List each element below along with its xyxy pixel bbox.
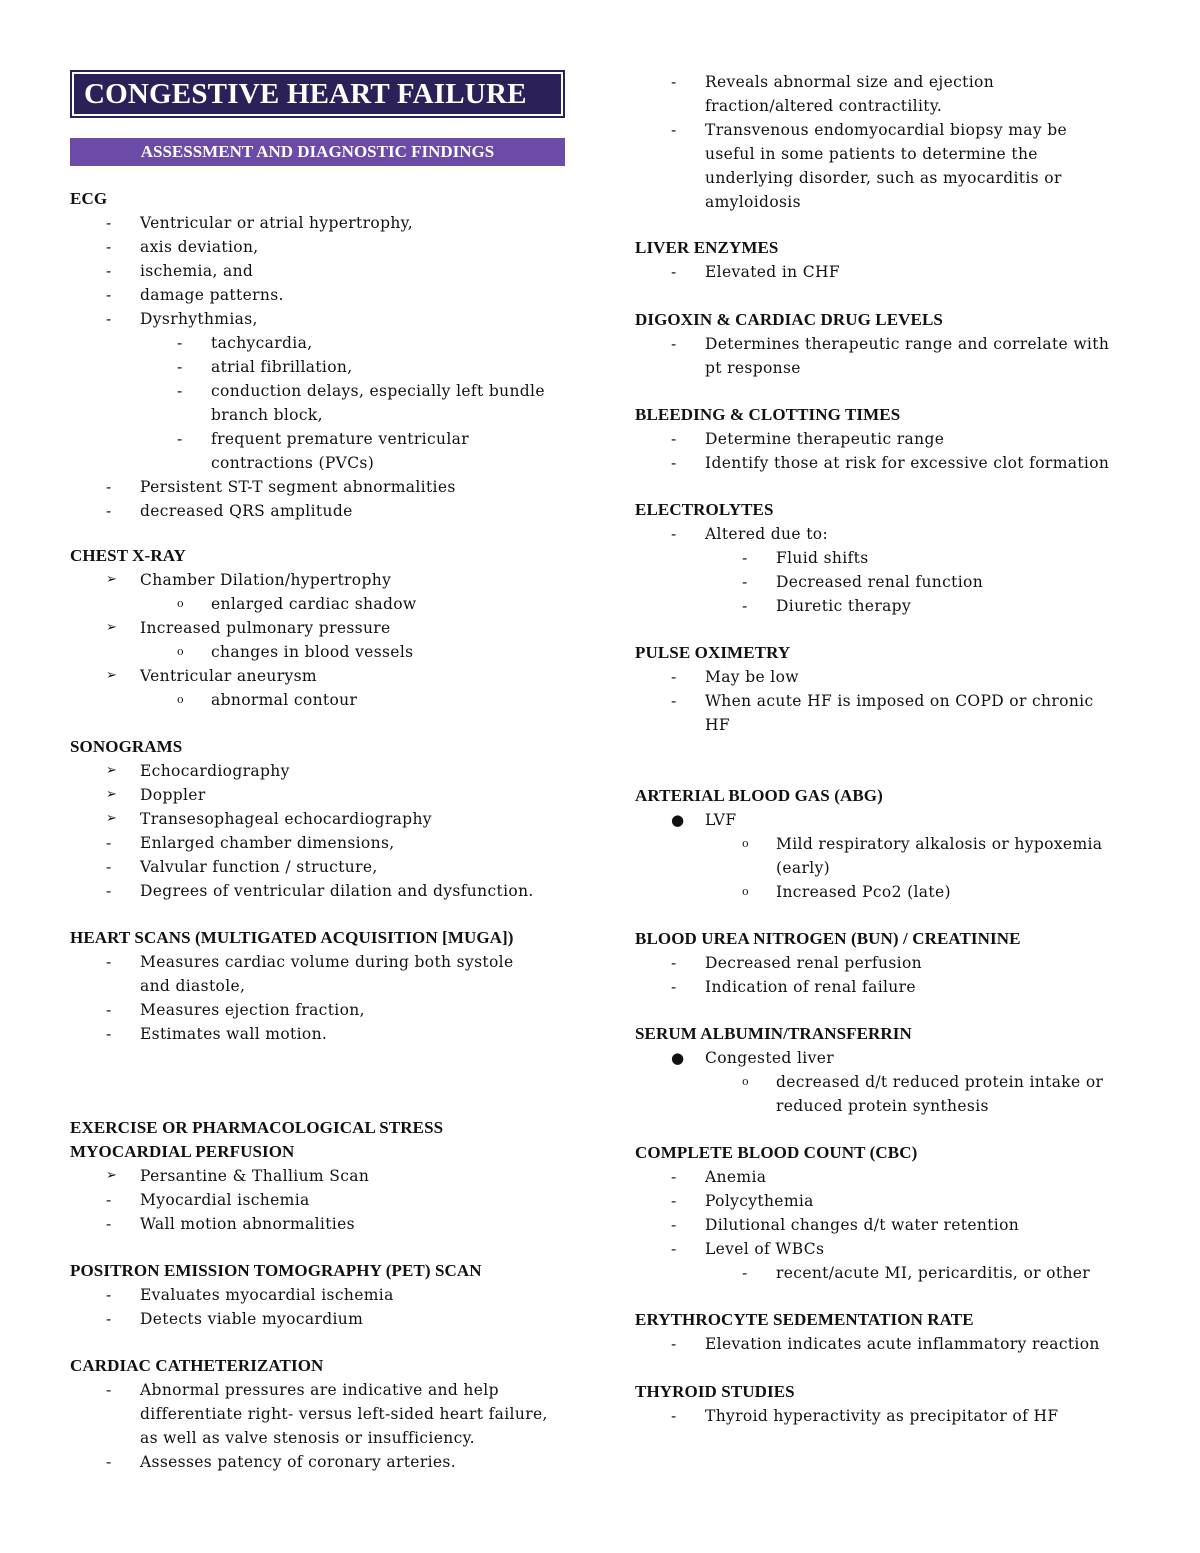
list-item: - Level of WBCs xyxy=(671,1240,825,1258)
section-heading: CARDIAC CATHETERIZATION xyxy=(70,1356,324,1375)
section-heading: DIGOXIN & CARDIAC DRUG LEVELS xyxy=(635,310,943,329)
abg-section xyxy=(635,784,1102,904)
list-item: - Elevated in CHF xyxy=(671,263,840,281)
section-heading: EXERCISE OR PHARMACOLOGICAL STRESS xyxy=(70,1118,444,1137)
section-banner: ASSESSMENT AND DIAGNOSTIC FINDINGS xyxy=(70,138,565,166)
sonograms-section xyxy=(70,735,534,903)
list-item: - Determines therapeutic range and correlate with xyxy=(671,335,1110,353)
list-item: - Decreased renal perfusion xyxy=(671,954,922,972)
list-item: - axis deviation, xyxy=(106,238,259,256)
list-item: - tachycardia, xyxy=(177,334,313,352)
list-item: - Wall motion abnormalities xyxy=(106,1215,355,1233)
thyroid-section xyxy=(635,1380,1058,1428)
list-item-continued: HF xyxy=(705,716,730,734)
heart-scans-section xyxy=(70,926,514,1046)
pet-scan-section xyxy=(70,1259,482,1331)
list-item: o changes in blood vessels xyxy=(70,640,417,664)
list-item: - Degrees of ventricular dilation and dysfunction. xyxy=(106,882,534,900)
ring-bullet-icon: o xyxy=(177,693,184,706)
list-item: ➢ Chamber Dilation/hypertrophy xyxy=(70,568,417,592)
section-heading: SERUM ALBUMIN/TRANSFERRIN xyxy=(635,1024,912,1043)
section-heading: ERYTHROCYTE SEDEMENTATION RATE xyxy=(635,1310,974,1329)
list-item: o abnormal contour xyxy=(70,688,417,712)
esr-section xyxy=(635,1308,1100,1356)
section-heading: HEART SCANS (MULTIGATED ACQUISITION [MUGA]) xyxy=(70,928,514,947)
section-heading: POSITRON EMISSION TOMOGRAPHY (PET) SCAN xyxy=(70,1261,482,1280)
section-heading: BLOOD UREA NITROGEN (BUN) / CREATININE xyxy=(635,929,1021,948)
list-item: - Estimates wall motion. xyxy=(106,1025,328,1043)
section-heading: BLEEDING & CLOTTING TIMES xyxy=(635,405,901,424)
list-item: - Myocardial ischemia xyxy=(106,1191,310,1209)
pulse-oximetry-section xyxy=(635,641,1094,737)
list-item: ● LVF xyxy=(635,808,1102,832)
list-item: - Altered due to: xyxy=(671,525,829,543)
serum-albumin-section xyxy=(635,1022,1103,1118)
list-item: ➢ Increased pulmonary pressure xyxy=(70,616,417,640)
list-item: - Thyroid hyperactivity as precipitator of HF xyxy=(671,1407,1059,1425)
list-item: - Ventricular or atrial hypertrophy, xyxy=(106,214,413,232)
list-item: - Fluid shifts xyxy=(742,549,869,567)
list-item: - recent/acute MI, pericarditis, or other xyxy=(742,1264,1091,1282)
arrow-bullet-icon: ➢ xyxy=(106,620,118,635)
liver-enzymes-section xyxy=(635,236,840,284)
list-item: ➢ Persantine & Thallium Scan xyxy=(70,1164,443,1188)
list-item: - When acute HF is imposed on COPD or chronic xyxy=(671,692,1094,710)
list-item: - Detects viable myocardium xyxy=(106,1310,364,1328)
section-heading-line2: MYOCARDIAL PERFUSION xyxy=(70,1142,295,1161)
list-item: - conduction delays, especially left bundle xyxy=(177,382,545,400)
list-item: o Increased Pco2 (late) xyxy=(635,880,1102,904)
section-heading: SONOGRAMS xyxy=(70,737,183,756)
list-item: - Polycythemia xyxy=(671,1192,814,1210)
catheterization-continued xyxy=(635,70,1067,214)
list-item: - frequent premature ventricular xyxy=(177,430,469,448)
list-item: - Assesses patency of coronary arteries. xyxy=(106,1453,456,1471)
bleeding-clotting-section xyxy=(635,403,1109,475)
ring-bullet-icon: o xyxy=(742,1075,749,1088)
cardiac-catheterization-section xyxy=(70,1354,548,1474)
ring-bullet-icon: o xyxy=(742,885,749,898)
list-item: - Reveals abnormal size and ejection xyxy=(671,73,995,91)
list-item: - damage patterns. xyxy=(106,286,284,304)
list-item: - Determine therapeutic range xyxy=(671,430,945,448)
list-item: ➢ Doppler xyxy=(70,783,534,807)
section-heading: THYROID STUDIES xyxy=(635,1382,795,1401)
ring-bullet-icon: o xyxy=(742,837,749,850)
list-item: ➢ Ventricular aneurysm xyxy=(70,664,417,688)
section-heading: PULSE OXIMETRY xyxy=(635,643,791,662)
list-item: - Evaluates myocardial ischemia xyxy=(106,1286,394,1304)
list-item: - Measures ejection fraction, xyxy=(106,1001,365,1019)
arrow-bullet-icon: ➢ xyxy=(106,763,118,778)
list-item: ➢ Transesophageal echocardiography xyxy=(70,807,534,831)
section-heading: ARTERIAL BLOOD GAS (ABG) xyxy=(635,786,883,805)
ecg-section xyxy=(70,187,545,523)
list-item: - atrial fibrillation, xyxy=(177,358,353,376)
list-item: - decreased QRS amplitude xyxy=(106,502,353,520)
list-item: - Valvular function / structure, xyxy=(106,858,378,876)
section-heading: CHEST X-RAY xyxy=(70,546,186,565)
document-title: CONGESTIVE HEART FAILURE xyxy=(70,70,565,118)
list-item: - May be low xyxy=(671,668,799,686)
list-item-continued: contractions (PVCs) xyxy=(211,454,375,472)
dot-bullet-icon: ● xyxy=(671,1049,685,1067)
list-item: - Dysrhythmias, xyxy=(106,310,258,328)
list-item: - Dilutional changes d/t water retention xyxy=(671,1216,1020,1234)
list-item: - Diuretic therapy xyxy=(742,597,912,615)
section-heading: ELECTROLYTES xyxy=(635,500,774,519)
list-item-continued: reduced protein synthesis xyxy=(776,1097,989,1115)
list-item: - Decreased renal function xyxy=(742,573,984,591)
arrow-bullet-icon: ➢ xyxy=(106,1168,118,1183)
arrow-bullet-icon: ➢ xyxy=(106,572,118,587)
bun-creatinine-section xyxy=(635,927,1021,999)
dot-bullet-icon: ● xyxy=(671,811,685,829)
list-item: - Abnormal pressures are indicative and help xyxy=(106,1381,499,1399)
list-item: - Elevation indicates acute inflammatory reaction xyxy=(671,1335,1100,1353)
list-item: - Persistent ST-T segment abnormalities xyxy=(106,478,456,496)
list-item-continued: (early) xyxy=(776,859,831,877)
section-heading: COMPLETE BLOOD COUNT (CBC) xyxy=(635,1143,918,1162)
list-item-continued: as well as valve stenosis or insufficiency. xyxy=(140,1429,475,1447)
section-heading: LIVER ENZYMES xyxy=(635,238,779,257)
list-item-continued: useful in some patients to determine the xyxy=(705,145,1038,163)
list-item-continued: and diastole, xyxy=(140,977,246,995)
electrolytes-section xyxy=(635,498,983,618)
list-item: o enlarged cardiac shadow xyxy=(70,592,417,616)
list-item: - Identify those at risk for excessive clot formation xyxy=(671,454,1110,472)
arrow-bullet-icon: ➢ xyxy=(106,668,118,683)
list-item-continued: differentiate right- versus left-sided heart failure, xyxy=(140,1405,548,1423)
list-item: - ischemia, and xyxy=(106,262,254,280)
list-item-continued: fraction/altered contractility. xyxy=(705,97,943,115)
list-item: o decreased d/t reduced protein intake or xyxy=(635,1070,1103,1094)
list-item: - Indication of renal failure xyxy=(671,978,916,996)
stress-perfusion-section xyxy=(70,1116,443,1236)
chest-xray-section xyxy=(70,544,417,712)
list-item-continued: pt response xyxy=(705,359,801,377)
arrow-bullet-icon: ➢ xyxy=(106,811,118,826)
list-item: - Transvenous endomyocardial biopsy may be xyxy=(671,121,1068,139)
section-heading: ECG xyxy=(70,189,108,208)
list-item: ➢ Echocardiography xyxy=(70,759,534,783)
list-item: ● Congested liver xyxy=(635,1046,1103,1070)
cbc-section xyxy=(635,1141,1090,1285)
list-item: - Anemia xyxy=(671,1168,767,1186)
ring-bullet-icon: o xyxy=(177,597,184,610)
list-item-continued: underlying disorder, such as myocarditis or xyxy=(705,169,1062,187)
list-item-continued: branch block, xyxy=(211,406,323,424)
list-item: - Measures cardiac volume during both systole xyxy=(106,953,514,971)
digoxin-section xyxy=(635,308,1109,380)
arrow-bullet-icon: ➢ xyxy=(106,787,118,802)
ring-bullet-icon: o xyxy=(177,645,184,658)
list-item-continued: amyloidosis xyxy=(705,193,801,211)
list-item: - Enlarged chamber dimensions, xyxy=(106,834,395,852)
list-item: o Mild respiratory alkalosis or hypoxemia xyxy=(635,832,1102,856)
